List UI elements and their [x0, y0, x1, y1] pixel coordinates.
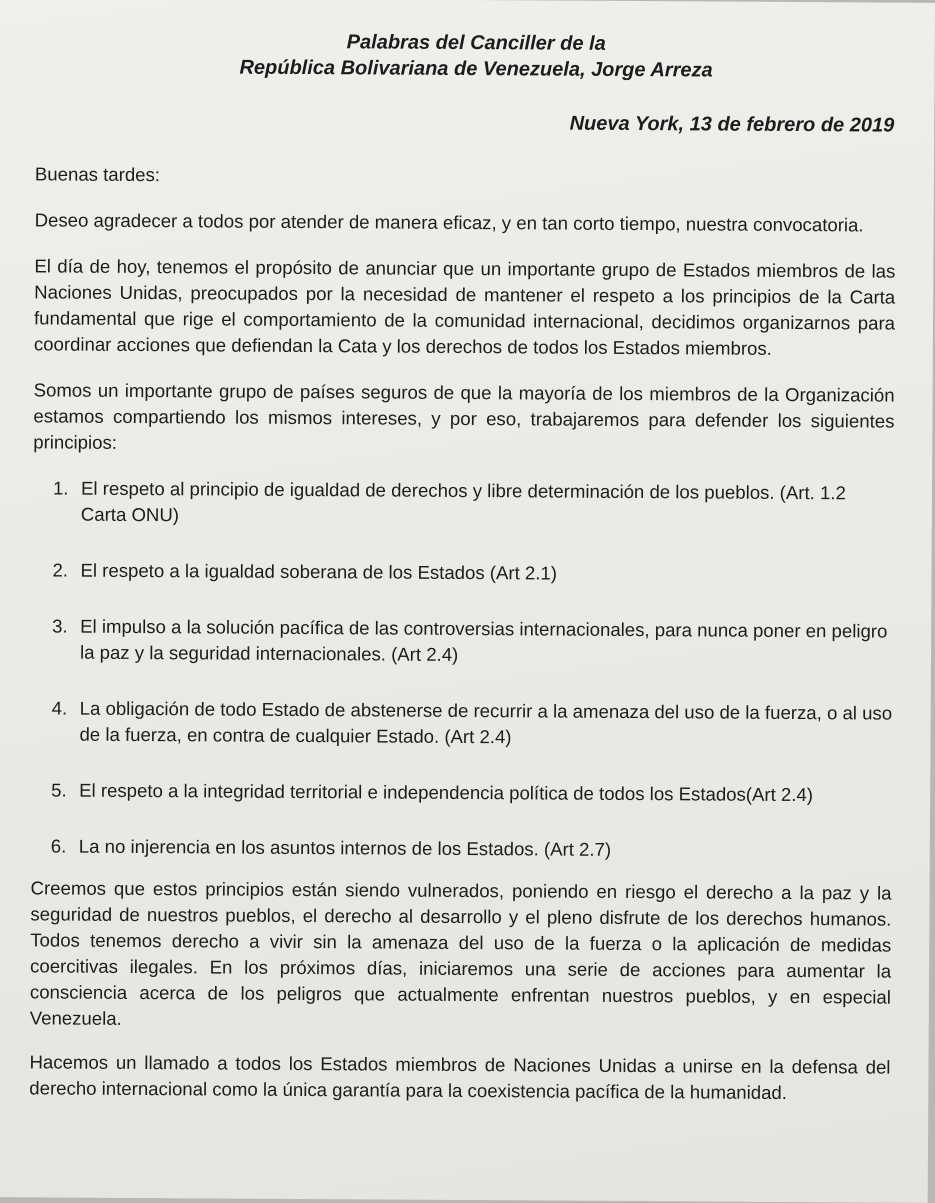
list-item — [51, 777, 892, 808]
list-item-text: El respeto a la igualdad soberana de los Estados (Art 2.1) — [80, 559, 558, 584]
paragraph-call-to-action: Hacemos un llamado a todos los Estados miembros de Naciones Unidas a unirse en la defensa del derecho internacional como la única garantía para la coexistencia pacífica de la humanidad. — [29, 1051, 891, 1103]
list-item — [53, 475, 894, 532]
list-item — [51, 833, 892, 864]
principles-list — [31, 475, 894, 864]
list-item-text: La obligación de todo Estado de abstenerse de recurrir a la amenaza del uso de la fuerza, o al uso de la fuerza, en contra de cualquier Estado. (Art 2.4) — [79, 697, 893, 748]
list-item-number: 2. — [52, 559, 69, 581]
paragraph-group: Somos un importante grupo de países seguros de que la mayoría de los miembros de la Organización estamos compartiendo los mismos intereses, y por eso, trabajaremos para defender los siguientes principios: — [33, 379, 895, 453]
paragraph-thanks: Deseo agradecer a todos por atender de manera eficaz, y en tan corto tiempo, nuestra convocatoria. — [34, 209, 864, 236]
list-item-number: 3. — [52, 615, 68, 637]
list-item-number: 5. — [51, 779, 67, 801]
paragraph-violations: Creemos que estos principios están siendo vulnerados, poniendo en riesgo el derecho a la paz y la seguridad de nuestros pueblos, el derecho al desarrollo y el pleno disfrute de los derechos humanos. Todos tenemos derecho a vivir sin la amenaza del uso de la fuerza o la aplicación de medidas coercitivas ilegales. En los próximos días, iniciaremos una serie de acciones para aumentar la consciencia acerca de los peligros que actualmente enfrentan nuestros pueblos, y en especial Venezuela. — [29, 877, 892, 1029]
list-item-text: El impulso a la solución pacífica de las controversias internacionales, para nunca poner en peligro la paz y la seguridad internacionales. (Art 2.4) — [79, 615, 888, 665]
list-item — [52, 557, 893, 588]
dateline: Nueva York, 13 de febrero de 2019 — [569, 112, 895, 137]
greeting: Buenas tardes: — [34, 163, 161, 186]
document-title — [36, 27, 897, 84]
list-item-number: 4. — [51, 697, 68, 719]
list-item-number: 1. — [52, 477, 69, 499]
title-line-1: Palabras del Canciller de la — [346, 31, 606, 55]
title-line-2: República Bolivariana de Venezuela, Jorge Arreza — [239, 56, 713, 82]
list-item — [51, 695, 892, 752]
paragraph-purpose: El día de hoy, tenemos el propósito de anunciar que un importante grupo de Estados miembros de las Naciones Unidas, preocupados por la necesidad de mantener el respeto a los principios de la Carta fundamental que rige el comportamiento de la comunidad internacional, decidimos organizarnos para coordinar acciones que defiendan la Cata y los derechos de todos los Estados miembros. — [33, 255, 896, 359]
list-item-text: El respeto a la integridad territorial e independencia política de todos los Estados(Art 2.4) — [79, 779, 814, 806]
list-item — [52, 613, 893, 670]
list-item-text: La no injerencia en los asuntos internos de los Estados. (Art 2.7) — [78, 835, 612, 860]
list-item-text: El respeto al principio de igualdad de derechos y libre determinación de los pueblos. (Art. 1.2 Carta ONU) — [80, 477, 846, 526]
list-item-number: 6. — [50, 835, 67, 857]
